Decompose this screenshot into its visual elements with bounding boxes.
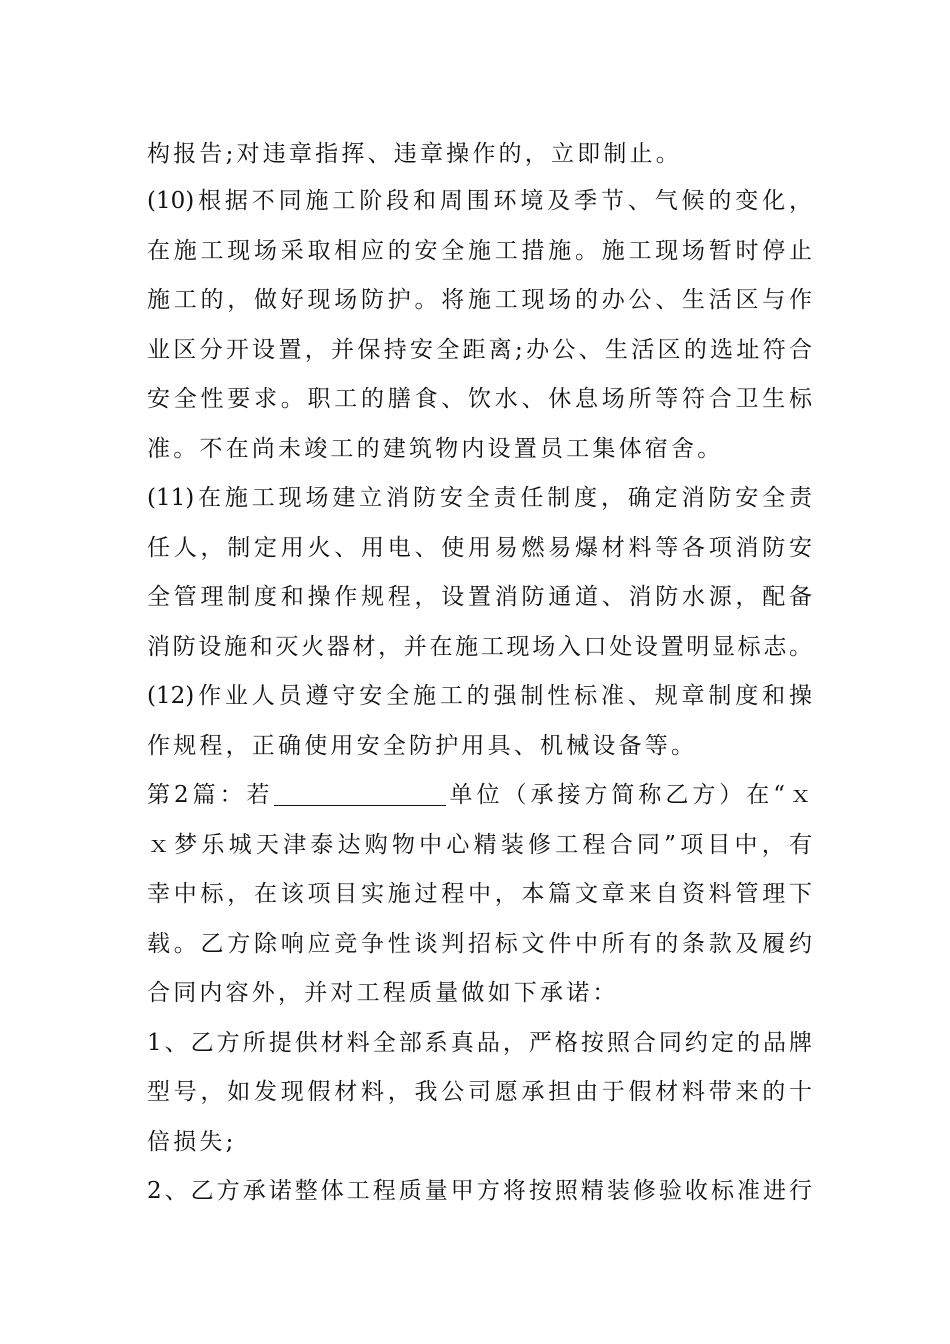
article-2-heading-line: [147, 771, 812, 821]
text-line: 载。乙方除响应竞争性谈判招标文件中所有的条款及履约: [147, 930, 812, 957]
text-line: 施工的，做好现场防护。将施工现场的办公、生活区与作: [147, 287, 812, 313]
text-line: 构报告;对违章指挥、违章操作的，立即制止。: [147, 141, 682, 167]
text-line: 合同内容外，并对工程质量做如下承诺：: [147, 980, 619, 1006]
text-line: 安全性要求。职工的膳食、饮水、休息场所等符合卫生标: [147, 386, 812, 412]
article-2-suffix: 单位（承接方简称乙方）在“ｘ: [445, 782, 812, 808]
text-line: 全管理制度和操作规程，设置消防通道、消防水源，配备: [147, 584, 812, 610]
text-line: 2、乙方承诺整体工程质量甲方将按照精装修验收标准进行: [147, 1178, 812, 1204]
text-line: 消防设施和灭火器材，并在施工现场入口处设置明显标志。: [147, 633, 812, 660]
article-2-prefix: 第2篇：若: [147, 782, 274, 808]
text-line: ｘ梦乐城天津泰达购物中心精装修工程合同”项目中，有: [147, 831, 812, 858]
fill-in-blank: [274, 781, 446, 806]
text-line: 幸中标，在该项目实施过程中，本篇文章来自资料管理下: [147, 881, 812, 907]
text-line: 业区分开设置，并保持安全距离;办公、生活区的选址符合: [147, 336, 812, 363]
text-line: 1、乙方所提供材料全部系真品，严格按照合同约定的品牌: [147, 1029, 812, 1056]
text-line: 任人，制定用火、用电、使用易燃易爆材料等各项消防安: [147, 534, 812, 561]
document-body: [147, 131, 812, 1217]
text-line: (12)作业人员遵守安全施工的强制性标准、规章制度和操: [147, 683, 812, 709]
text-line: (11)在施工现场建立消防安全责任制度，确定消防安全责: [147, 485, 812, 511]
text-line: 作规程，正确使用安全防护用具、机械设备等。: [147, 732, 698, 759]
text-line: (10)根据不同施工阶段和周围环境及季节、气候的变化，: [147, 188, 812, 214]
text-line: 倍损失;: [147, 1128, 237, 1155]
text-line: 在施工现场采取相应的安全施工措施。施工现场暂时停止: [147, 237, 812, 264]
text-line: 准。不在尚未竣工的建筑物内设置员工集体宿舍。: [147, 435, 724, 462]
text-line: 型号，如发现假材料，我公司愿承担由于假材料带来的十: [147, 1079, 812, 1105]
